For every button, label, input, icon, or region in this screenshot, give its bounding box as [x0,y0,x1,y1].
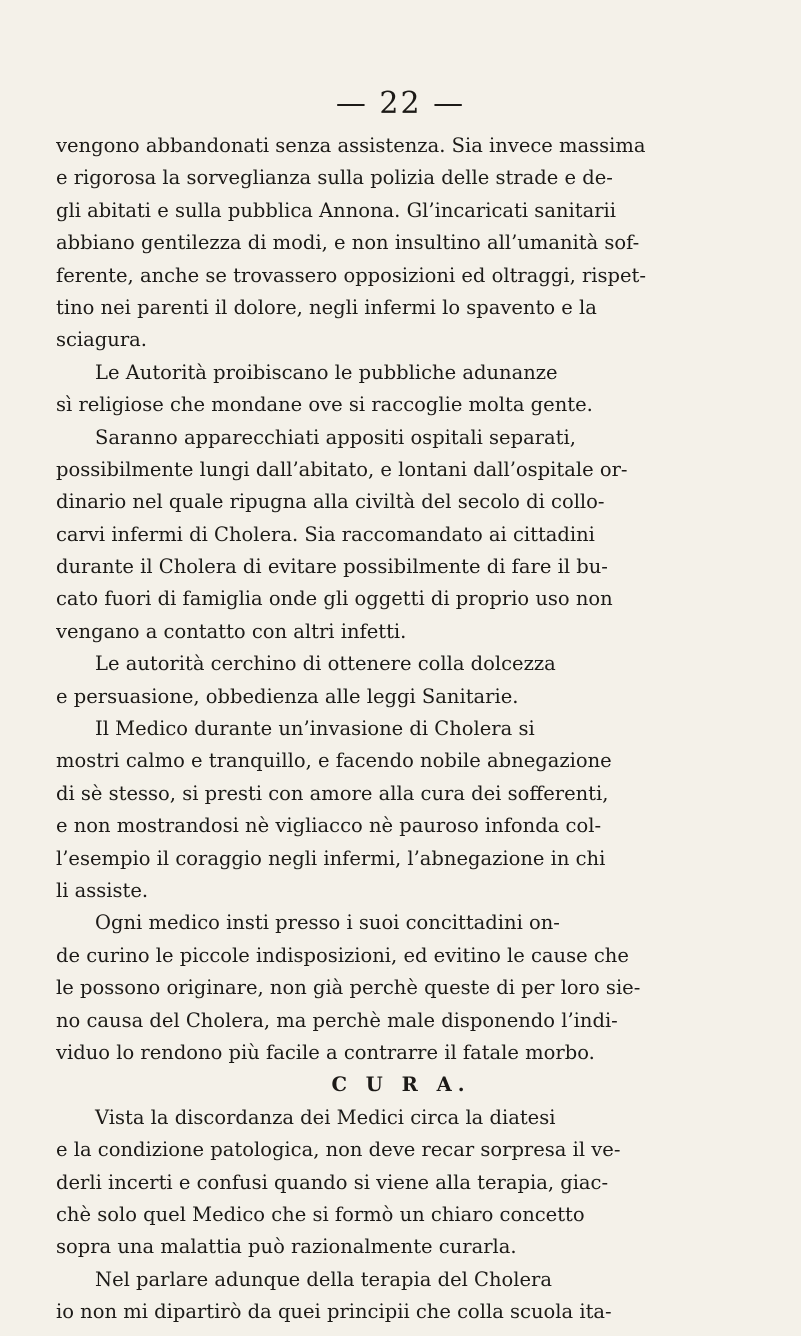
text-line: e la condizione patologica, non deve recar sorpresa il ve- [56,1138,621,1162]
text-line: chè solo quel Medico che si formò un chiaro concetto [56,1202,585,1226]
text-line: gli abitati e sulla pubblica Annona. Gl’incaricati sanitarii [56,198,616,222]
paragraph-start: Ogni medico insti presso i suoi concittadini on- [95,911,560,935]
text-line: vengano a contatto con altri infetti. [56,619,407,643]
text-line: mostri calmo e tranquillo, e facendo nobile abnegazione [56,749,612,773]
section-heading: C U R A. [331,1073,471,1097]
paragraph-start: Il Medico durante un’invasione di Cholera si [95,717,535,741]
text-line: dinario nel quale ripugna alla civiltà del secolo di collo- [56,490,605,514]
body-text [56,130,746,1328]
text-line: tino nei parenti il dolore, negli infermi lo spavento e la [56,295,597,319]
page-number: — 22 — [335,86,466,121]
paragraph-start: Saranno apparecchiati appositi ospitali separati, [95,425,576,449]
text-line: e persuasione, obbedienza alle leggi Sanitarie. [56,684,519,708]
text-line: e rigorosa la sorveglianza sulla polizia delle strade e de- [56,166,613,190]
text-line: le possono originare, non già perchè queste di per loro sie- [56,976,641,1000]
text-line: cato fuori di famiglia onde gli oggetti di proprio uso non [56,587,613,611]
text-line: di sè stesso, si presti con amore alla cura dei sofferenti, [56,781,609,805]
text-line: derli incerti e confusi quando si viene alla terapia, giac- [56,1170,609,1194]
text-line: vengono abbandonati senza assistenza. Sia invece massima [56,134,646,157]
paragraph-start: Le Autorità proibiscano le pubbliche adunanze [95,360,558,384]
text-line: sciagura. [56,328,147,352]
text-line: de curino le piccole indisposizioni, ed evitino le cause che [56,943,629,967]
text-line: durante il Cholera di evitare possibilmente di fare il bu- [56,555,608,579]
text-line: no causa del Cholera, ma perchè male disponendo l’indi- [56,1008,618,1032]
text-line: viduo lo rendono più facile a contrarre il fatale morbo. [56,1040,595,1064]
text-line: li assiste. [56,878,149,902]
text-line: sopra una malattia può razionalmente curarla. [56,1235,517,1259]
paragraph-start: Nel parlare adunque della terapia del Cholera [95,1267,552,1291]
text-line: sì religiose che mondane ove si raccoglie molta gente. [56,393,593,417]
text-line: ferente, anche se trovassero opposizioni ed oltraggi, rispet- [56,263,646,287]
text-line: abbiano gentilezza di modi, e non insultino all’umanità sof- [56,231,640,255]
paragraph-start: Vista la discordanza dei Medici circa la diatesi [95,1105,556,1129]
paragraph-start: Le autorità cerchino di ottenere colla dolcezza [95,652,556,676]
text-line: possibilmente lungi dall’abitato, e lontani dall’ospitale or- [56,457,628,481]
text-line: io non mi dipartirò da quei principii che colla scuola ita- [56,1300,612,1324]
text-line: e non mostrandosi nè vigliacco nè pauroso infonda col- [56,814,602,838]
text-line: carvi infermi di Cholera. Sia raccomandato ai cittadini [56,522,595,546]
text-line: l’esempio il coraggio negli infermi, l’abnegazione in chi [56,846,606,870]
